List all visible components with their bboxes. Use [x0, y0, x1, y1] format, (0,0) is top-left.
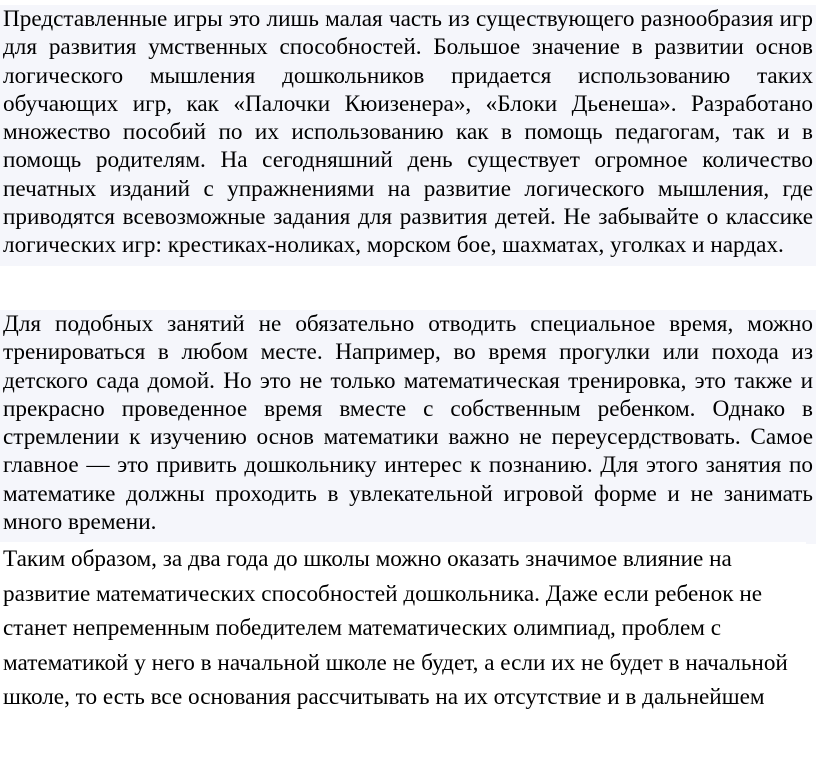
paragraph-games-overview: Представленные игры это лишь малая часть из существующего разнообразия игр для развития умственных способностей. Большое значение в развитии основ логического мышления дошкольников придается использованию таких обучающих игр, как «Палочки Кюизенера», «Блоки Дьенеша». Разработано множество пособий по их использованию как в помощь педагогам, так и в помощь родителям. На сегодняшний день существует огромное количество печатных изданий с упражнениями на развитие логического мышления, где приводятся всевозможные задания для развития детей. Не забывайте о классике логических игр: крестиках-ноликах, морском бое, шахматах, уголках и нардах. — [0, 5, 816, 266]
paragraph-practice-tips: Для подобных занятий не обязательно отводить специальное время, можно тренироваться в любом месте. Например, во время прогулки или похода из детского сада домой. Но это не только математическая тренировка, это также и прекрасно проведенное время вместе с собственным ребенком. Однако в стремлении к изучению основ математики важно не переусердствовать. Самое главное — это привить дошкольнику интерес к познанию. Для этого занятия по математике должны проходить в увлекательной игровой форме и не занимать много времени. — [0, 310, 816, 544]
paragraph-conclusion: Таким образом, за два года до школы можно оказать значимое влияние на развитие математических способностей дошкольника. Даже если ребенок не станет непременным победителем математических олимпиад, проблем с математикой у него в начальной школе не будет, а если их не будет в начальной школе, то есть все основания рассчитывать на их отсутствие и в дальнейшем — [0, 542, 806, 715]
